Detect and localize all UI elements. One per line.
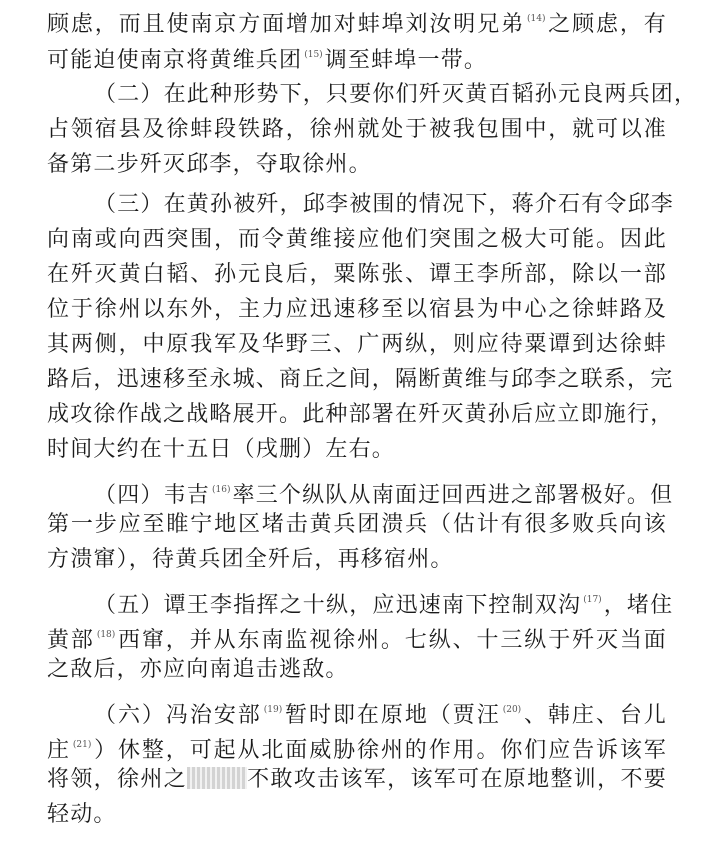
paragraph-2-line-3: 备第二步歼灭邱李，夺取徐州。 [47,152,372,177]
text-segment: 将领，徐州之 [47,767,187,792]
text-line-1 [47,4,667,40]
text-segment: 暂时即在原地（贾汪 [284,703,501,728]
paragraph-6-line-3 [47,765,667,795]
smudged-text-mark [187,767,247,789]
paragraph-2-line-1: （二）在此种形势下，只要你们歼灭黄百韬孙元良两兵团， [94,82,698,107]
paragraph-6-line-4: 轻动。 [47,802,117,827]
text-segment: （五）谭王李指挥之十纵，应迅速南下控制双沟 [94,593,582,618]
paragraph-5-line-1 [94,585,674,621]
text-segment: 顾虑，而且使南京方面增加对蚌埠刘汝明兄弟 [47,12,525,37]
text-segment: 之顾虑，有 [547,12,667,37]
footnote-ref-21[interactable]: (21) [72,740,92,750]
text-segment: 调至蚌埠一带。 [324,48,488,73]
text-segment: （四）韦吉 [94,483,211,508]
paragraph-5-line-2 [47,620,667,656]
text-segment: 西窜，并从东南监视徐州。七纵、十三纵于歼灭当面 [117,628,667,653]
footnote-ref-20[interactable]: (20) [502,705,522,715]
footnote-ref-14[interactable]: (14) [527,14,546,24]
text-line-2 [47,40,667,76]
footnote-ref-16[interactable]: (16) [212,485,231,495]
text-segment: 不敢攻击该军，该军可在原地整训，不要 [247,767,667,792]
paragraph-5-line-3: 之敌后，亦应向南追击逃敌。 [47,657,349,682]
text-segment: 可能迫使南京将黄维兵团 [47,48,303,73]
text-segment: 、韩庄、台儿 [523,703,667,728]
paragraph-4-line-2: 第一步应至睢宁地区堵击黄兵团溃兵（估计有很多败兵向该 [47,512,667,537]
paragraph-4-line-3: 方溃窜），待黄兵团全歼后，再移宿州。 [47,547,454,572]
text-segment: 庄 [47,738,71,763]
paragraph-3-line-5: 其两侧，中原我军及华野三、广两纵，则应待粟谭到达徐蚌 [47,332,667,357]
paragraph-3-line-7: 成攻徐作战之战略展开。此种部署在歼灭黄孙后应立即施行， [47,402,674,427]
paragraph-6-line-2 [47,730,667,766]
footnote-ref-15[interactable]: (15) [304,50,323,60]
paragraph-3-line-1: （三）在黄孙被歼，邱李被围的情况下，蒋介石有令邱李 [94,192,675,217]
paragraph-6-line-1 [94,695,667,731]
footnote-ref-19[interactable]: (19) [263,705,283,715]
footnote-ref-17[interactable]: (17) [583,595,602,605]
paragraph-3-line-2: 向南或向西突围，而令黄维接应他们突围之极大可能。因此 [47,227,667,252]
paragraph-2-line-2: 占领宿县及徐蚌段铁路，徐州就处于被我包围中，就可以准 [47,117,667,142]
text-segment: ，堵住 [603,593,674,618]
text-segment: （六）冯治安部 [94,703,262,728]
paragraph-4-line-1 [94,475,674,511]
text-segment: 率三个纵队从南面迂回西进之部署极好。但 [232,483,674,508]
paragraph-3-line-3: 在歼灭黄白韬、孙元良后，粟陈张、谭王李所部，除以一部 [47,262,667,287]
paragraph-3-line-8: 时间大约在十五日（戌删）左右。 [47,437,396,462]
footnote-ref-18[interactable]: (18) [96,630,116,640]
paragraph-3-line-4: 位于徐州以东外，主力应迅速移至以宿县为中心之徐蚌路及 [47,297,667,322]
text-segment: 黄部 [47,628,95,653]
text-segment: ）休整，可起从北面威胁徐州的作用。你们应告诉该军 [93,738,667,763]
paragraph-3-line-6: 路后，迅速移至永城、商丘之间，隔断黄维与邱李之联系，完 [47,367,674,392]
